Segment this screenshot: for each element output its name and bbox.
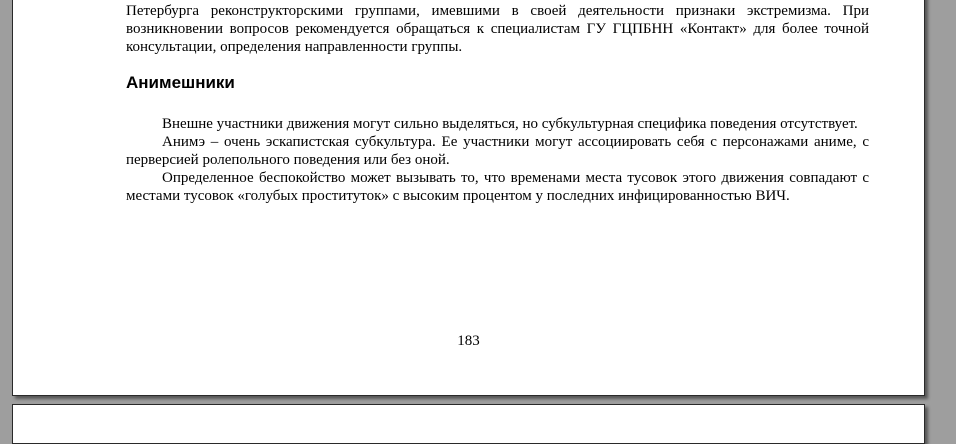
intro-paragraph: Петербурга реконструкторскими группами, имевшими в своей деятельности признаки экстремизма. При возникновении вопросов рекомендуется обращаться к специалистам ГУ ГЦПБНН «Контакт» для более точной консультации, определения направленности группы. — [126, 3, 869, 55]
body-paragraph-2: Анимэ – очень эскапистская субкультура. Ее участники могут ассоциировать себя с персонажами аниме, с перверсией ролепольного поведения или без оной. — [126, 134, 869, 168]
body-paragraph-3: Определенное беспокойство может вызывать то, что временами места тусовок этого движения совпадают с местами тусовок «голубых проституток» с высоким процентом у последних инфицированностью ВИЧ. — [126, 170, 869, 204]
section-body — [126, 115, 869, 205]
page-text-top — [126, 2, 869, 56]
document-page — [12, 0, 925, 396]
body-paragraph-1: Внешне участники движения могут сильно выделяться, но субкультурная специфика поведения отсутствует. — [162, 116, 858, 132]
section-heading: Анимешники — [126, 73, 235, 92]
next-document-page — [12, 404, 925, 444]
page-number: 183 — [457, 333, 480, 349]
